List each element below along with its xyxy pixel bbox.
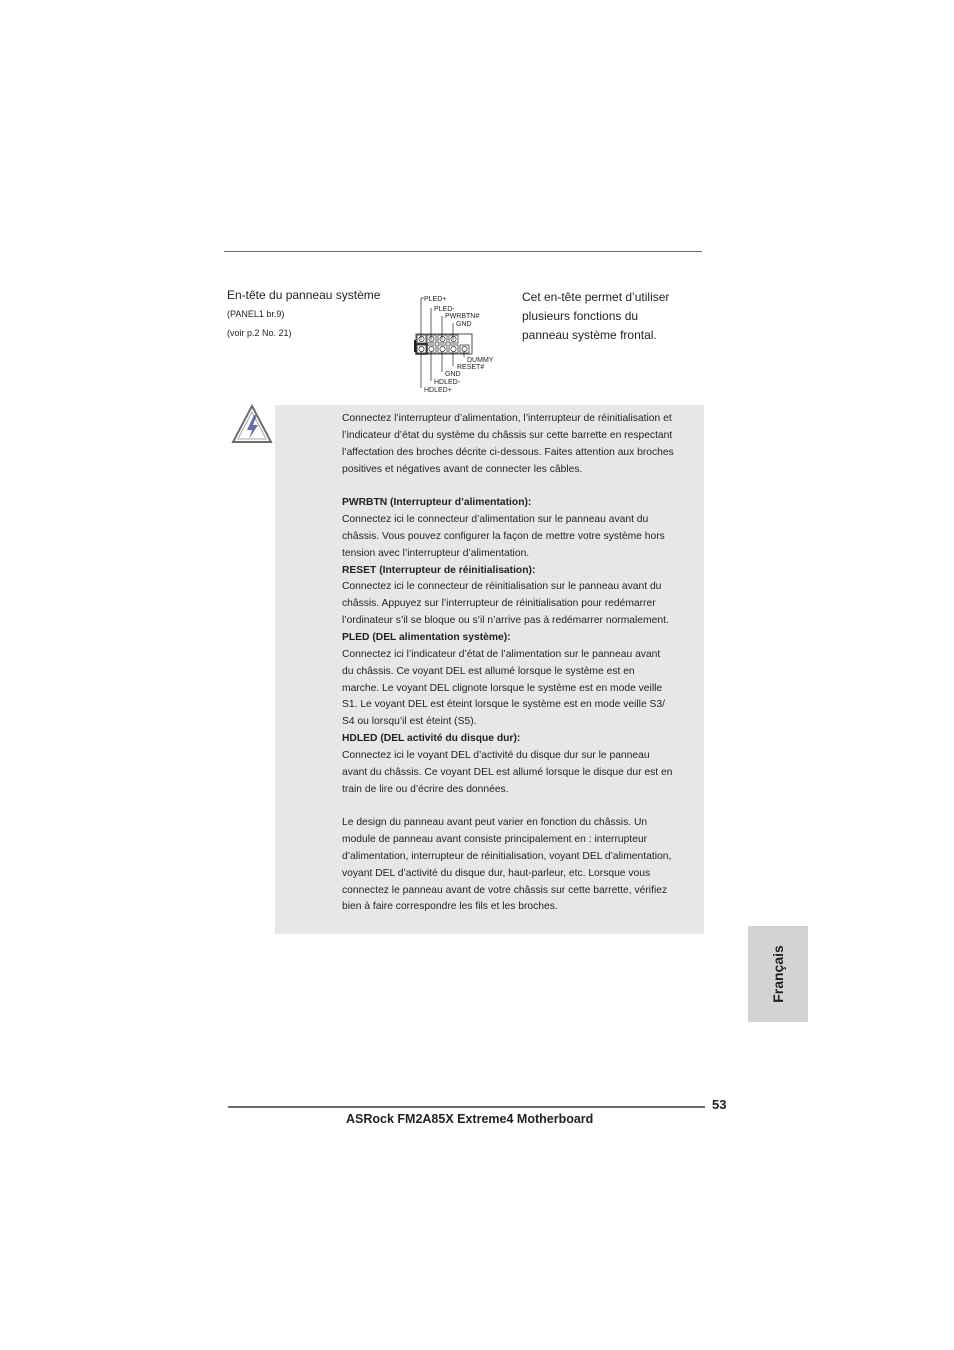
page-number: 53 [712,1097,727,1112]
pin-label-pled-plus: PLED+ [424,296,447,303]
pin-label-hdled-minus: HDLED- [434,379,461,386]
note-closing: Le design du panneau avant peut varier en fonction du châssis. Un module de panneau avant consiste principalement en : interrupteur d’alimentation, interrupteur de réinitialisation, voyant DEL d’alimentation, voyant DEL d’activité du disque dur, haut-parleur, etc. Lorsque vous connectez le panneau avant de votre châssis sur cette barrette, vérifiez bien à faire correspondre les fils et les broches. [342,817,672,913]
note-text [342,411,706,916]
bottom-divider [228,1106,705,1108]
pwrbtn-heading: PWRBTN (Interrupteur d’alimentation): [342,497,532,509]
pin-label-pwrbtn: PWRBTN# [445,313,480,320]
reset-heading: RESET (Interrupteur de réinitialisation): [342,564,536,576]
pin-label-gnd-top: GND [456,321,472,328]
page-reference: (voir p.2 No. 21) [227,328,292,338]
pin-label-gnd-bottom: GND [445,371,461,378]
language-tab-label: Français [770,945,786,1003]
note-intro: Connectez l’interrupteur d’alimentation, l’interrupteur de réinitialisation et l’indicateur d’état du système du châssis sur cette barrette en respectant l’affectation des broches décrite ci-dessous. Faites attention aux broches positives et négatives avant de connecter les câbles. [342,413,674,475]
pin-label-hdled-plus: HDLED+ [424,387,452,394]
connector-id: (PANEL1 br.9) [227,309,285,319]
language-tab [748,926,808,1022]
pin-label-reset: RESET# [457,364,485,371]
note-reset: RESET (Interrupteur de réinitialisation): Connectez ici le connecteur de réinitialisation sur le panneau avant du châssis. Appuyez sur l’interrupteur de réinitialisation pour redémarrer l’ordinateur s’il se bloque ou s’il n’arrive pas à redémarrer normalement. [342,563,706,630]
warning-icon [231,404,273,444]
header-description: Cet en-tête permet d’utiliser plusieurs fonctions du panneau système frontal. [522,290,670,342]
note-pwrbtn: PWRBTN (Interrupteur d’alimentation): Connectez ici le connecteur d’alimentation sur le panneau avant du châssis. Vous pouvez configurer la façon de mettre votre système hors tension avec l’interrupteur d’alimentation. [342,495,706,562]
hdled-heading: HDLED (DEL activité du disque dur): [342,733,521,745]
panel-header-pin-diagram [412,292,504,396]
note-hdled: HDLED (DEL activité du disque dur): Connectez ici le voyant DEL d’activité du disque dur sur le panneau avant du châssis. Ce voyant DEL est allumé lorsque le disque dur est en train de lire ou d’écrire des données. [342,731,706,798]
section-title: En-tête du panneau système [227,288,381,302]
footer-title: ASRock FM2A85X Extreme4 Motherboard [346,1112,594,1126]
top-divider [224,251,702,252]
note-pled: PLED (DEL alimentation système): Connectez ici l’indicateur d’état de l’alimentation sur le panneau avant du châssis. Ce voyant DEL est allumé lorsque le système est en marche. Le voyant DEL clignote lorsque le système est en mode veille S1. Le voyant DEL est éteint lorsque le système est en mode veille S3/ S4 ou lorsqu’il est éteint (S5). [342,630,706,731]
pin-label-pled-minus: PLED- [434,306,455,313]
pin-label-dummy: DUMMY [467,357,494,364]
pled-heading: PLED (DEL alimentation système): [342,631,511,643]
